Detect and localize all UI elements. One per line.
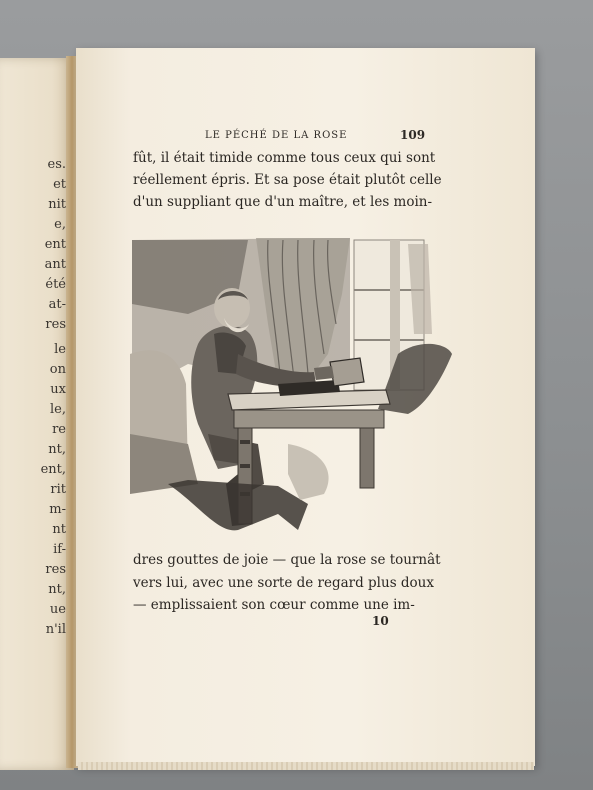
left-text-fragment: res — [45, 562, 66, 577]
engraving-illustration — [128, 234, 454, 534]
left-text-fragment: ue — [49, 602, 66, 617]
left-text-fragment: nt, — [48, 442, 66, 457]
body-text-line: — emplissaient son cœur comme une im- — [133, 597, 415, 613]
left-text-fragment: nt — [52, 522, 66, 537]
left-text-fragment: m- — [49, 502, 66, 517]
left-text-fragment: at- — [48, 297, 66, 312]
left-text-fragment: et — [53, 177, 66, 192]
left-text-fragment: n'il — [45, 622, 66, 637]
left-text-fragment: on — [49, 362, 66, 377]
left-text-fragment: ent — [44, 237, 66, 252]
running-header: LE PÉCHÉ DE LA ROSE — [205, 130, 348, 141]
left-page — [0, 58, 74, 770]
page-number: 109 — [400, 128, 426, 142]
body-text-line: dres gouttes de joie — que la rose se tournât — [133, 552, 441, 568]
body-text-line: d'un suppliant que d'un maître, et les moin- — [133, 194, 433, 210]
body-text-line: vers lui, avec une sorte de regard plus doux — [133, 575, 434, 591]
page-block-edge — [78, 762, 534, 770]
left-text-fragment: nit — [48, 197, 66, 212]
left-text-fragment: es. — [47, 157, 66, 172]
left-text-fragment: le — [54, 342, 66, 357]
body-text-line: fût, il était timide comme tous ceux qui sont — [133, 150, 436, 166]
body-text-line: réellement épris. Et sa pose était plutôt celle — [133, 172, 442, 188]
left-text-fragment: été — [45, 277, 66, 292]
left-text-fragment: ant — [44, 257, 66, 272]
left-text-fragment: ent, — [40, 462, 66, 477]
left-text-fragment: if- — [53, 542, 66, 557]
left-text-fragment: rit — [50, 482, 66, 497]
signature-mark: 10 — [372, 614, 389, 628]
left-text-fragment: ux — [50, 382, 66, 397]
left-text-fragment: res — [45, 317, 66, 332]
left-text-fragment: le, — [50, 402, 66, 417]
left-text-fragment: e, — [54, 217, 66, 232]
left-text-fragment: nt, — [48, 582, 66, 597]
left-text-fragment: re — [52, 422, 66, 437]
